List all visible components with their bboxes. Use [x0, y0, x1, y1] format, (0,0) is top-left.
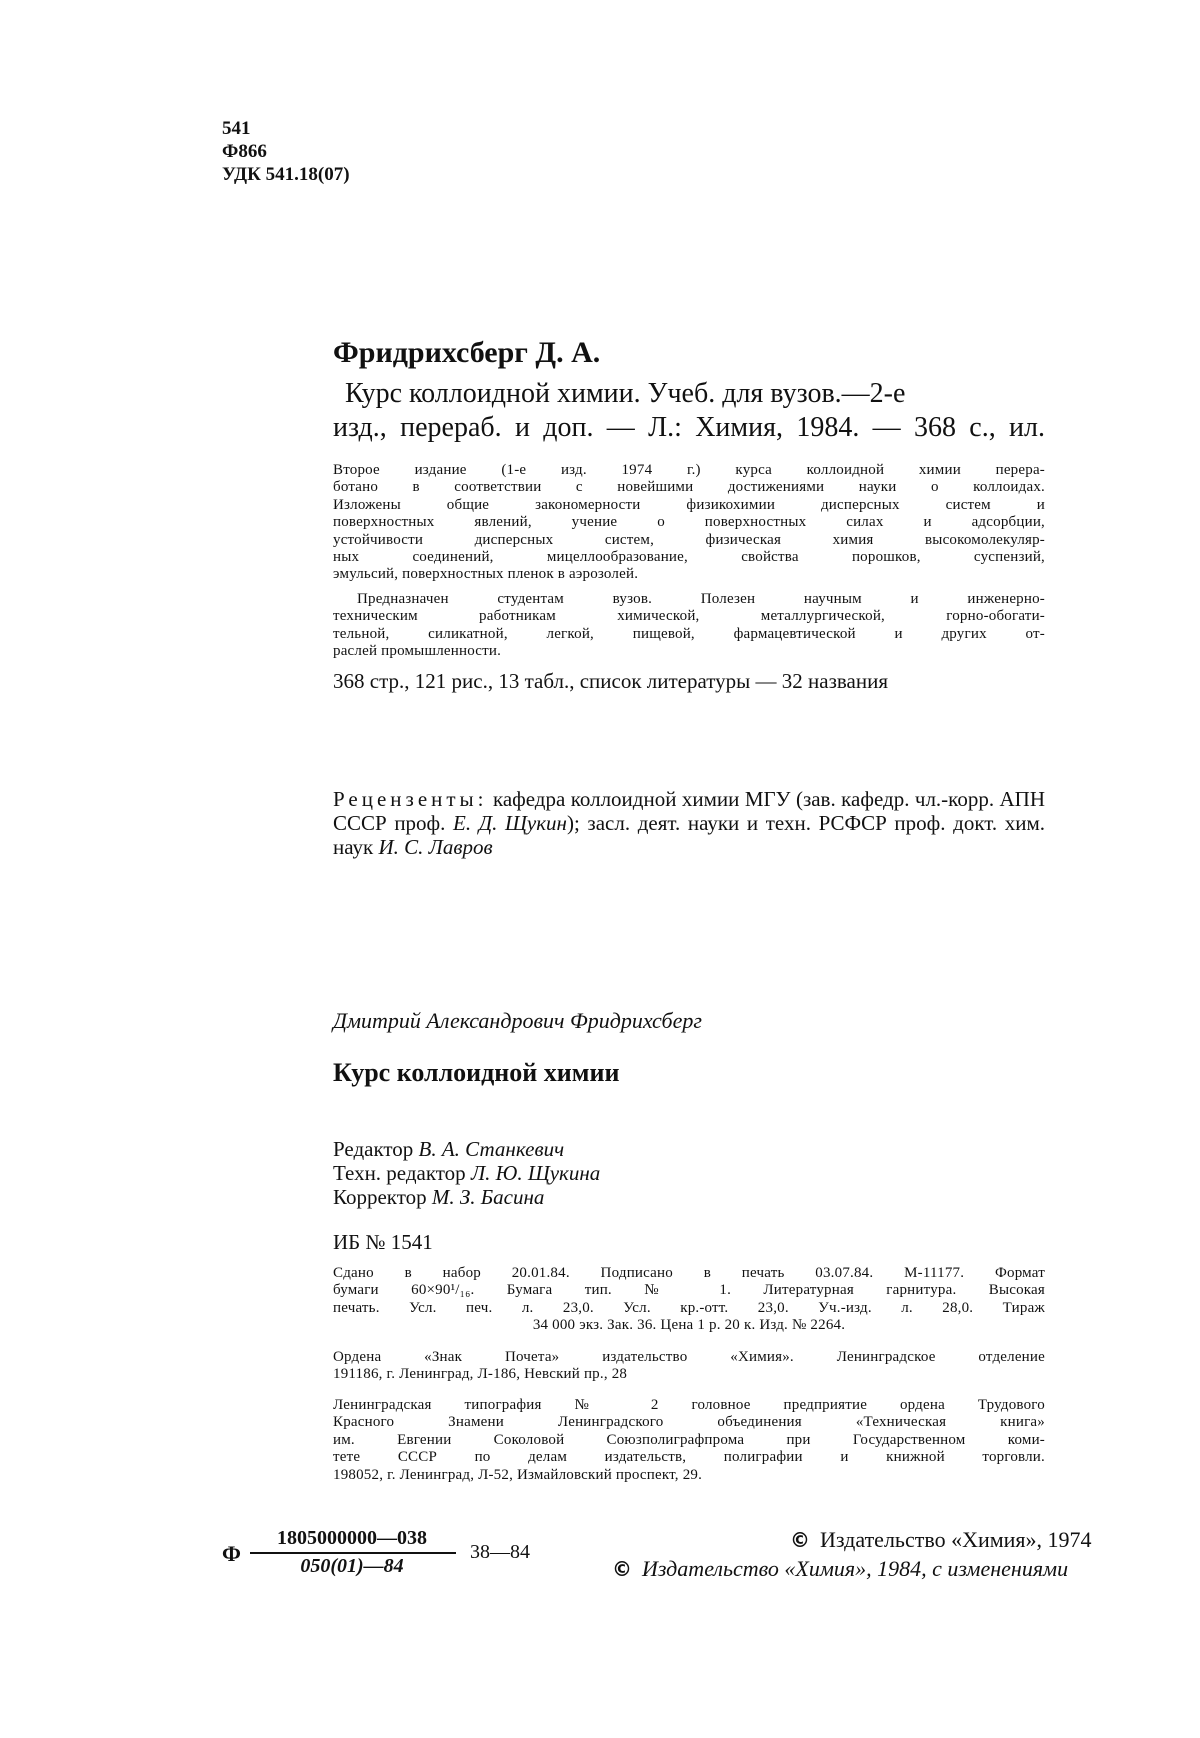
audience-line: техническим работникам химической, металлургической, горно-обогати-: [333, 608, 1045, 625]
print-line: печать. Усл. печ. л. 23,0. Усл. кр.-отт. 23,0. Уч.-изд. л. 28,0. Тираж: [333, 1299, 1045, 1316]
book-stats: 368 стр., 121 рис., 13 табл., список литературы — 32 названия: [333, 669, 888, 693]
credit-name: Л. Ю. Щукина: [470, 1161, 601, 1185]
audience-line: раслей промышленности.: [333, 643, 502, 660]
reviewers-text: кафедра коллоидной химии МГУ (зав. кафедр. чл.-корр. АПН СССР проф.: [333, 787, 1045, 835]
ib-number: ИБ № 1541: [333, 1230, 433, 1254]
catalog-index: [222, 1527, 552, 1583]
index-prefix: Ф: [222, 1541, 241, 1566]
author-mark: Ф866: [222, 141, 267, 162]
annotation-paragraph: [333, 462, 1045, 584]
credit-role: Редактор: [333, 1137, 414, 1161]
printer-line: Ленинградская типография № 2 головное предприятие ордена Трудового: [333, 1397, 1045, 1413]
print-line: Сдано в набор 20.01.84. Подписано в печать 03.07.84. М-11177. Формат: [333, 1265, 1045, 1281]
audience-line: тельной, силикатной, легкой, пищевой, фармацевтической и других от-: [333, 625, 1045, 642]
publisher-line: 191186, г. Ленинград, Л-186, Невский пр., 28: [333, 1366, 628, 1383]
copyright-text: Издательство «Химия», 1974: [820, 1527, 1092, 1552]
credit-row: [333, 1161, 600, 1185]
title-line-2: изд., перераб. и доп. — Л.: Химия, 1984. — 368 с., ил.: [333, 412, 1045, 443]
title-line-1: Курс коллоидной химии. Учеб. для вузов.—2-е: [345, 378, 906, 409]
credit-role: Корректор: [333, 1185, 427, 1209]
book-title: Курс коллоидной химии: [333, 1058, 620, 1087]
reviewer-name: И. С. Лавров: [378, 835, 493, 859]
copyright-line-2: [612, 1556, 1068, 1582]
audience-paragraph: [333, 591, 1045, 661]
credit-name: В. А. Станкевич: [418, 1137, 565, 1161]
print-info: [333, 1265, 1045, 1335]
annotation-line: поверхностных явлений, учение о поверхностных силах и адсорбции,: [333, 514, 1045, 531]
udk-code: УДК 541.18(07): [222, 164, 350, 185]
copyright-icon: ©: [790, 1528, 810, 1552]
reviewers-text: ); засл. деят. науки и техн. РСФСР проф. докт. хим. наук: [333, 811, 1045, 859]
publisher-info: [333, 1349, 1045, 1384]
annotation-line: устойчивости дисперсных систем, физическая химия высокомолекуляр-: [333, 531, 1045, 548]
index-denominator: 050(01)—84: [300, 1555, 404, 1577]
bbk-code: 541: [222, 118, 251, 139]
credit-row: [333, 1137, 600, 1161]
print-line: бумаги 60×90¹/₁₆. Бумага тип. № 1. Литературная гарнитура. Высокая: [333, 1282, 1045, 1299]
copyright-line-1: [790, 1527, 1092, 1553]
fraction-line: [250, 1552, 456, 1554]
copyright-icon: ©: [612, 1557, 632, 1581]
annotation-line: Изложены общие закономерности физикохимии дисперсных систем и: [333, 496, 1045, 513]
publisher-line: Ордена «Знак Почета» издательство «Химия». Ленинградское отделение: [333, 1349, 1045, 1365]
printer-line: тете СССР по делам издательств, полиграфии и книжной торговли.: [333, 1449, 1045, 1466]
annotation-line: ботано в соответствии с новейшими достижениями науки о коллоидах.: [333, 479, 1045, 496]
copyright-text: Издательство «Химия», 1984, с изменениями: [642, 1556, 1069, 1581]
audience-line: Предназначен студентам вузов. Полезен научным и инженерно-: [357, 591, 1045, 607]
index-suffix: 38—84: [470, 1541, 530, 1563]
printer-info: [333, 1397, 1045, 1484]
credit-name: М. З. Басина: [431, 1185, 545, 1209]
printer-line: им. Евгении Соколовой Союзполиграфпрома при Государственном коми-: [333, 1431, 1045, 1448]
credits-block: [333, 1137, 600, 1209]
author-heading: Фридрихсберг Д. А.: [333, 336, 601, 369]
reviewers-block: [333, 787, 1045, 859]
reviewer-name: Е. Д. Щукин: [453, 811, 567, 835]
credit-role: Техн. редактор: [333, 1161, 466, 1185]
credit-row: [333, 1185, 600, 1209]
printer-line: Красного Знамени Ленинградского объединения «Техническая книга»: [333, 1414, 1045, 1431]
reviewers-label: Рецензенты:: [333, 787, 488, 811]
author-full-name: Дмитрий Александрович Фридрихсберг: [333, 1008, 702, 1033]
annotation-line: ных соединений, мицеллообразование, свойства порошков, суспензий,: [333, 549, 1045, 566]
printer-line: 198052, г. Ленинград, Л-52, Измайловский проспект, 29.: [333, 1466, 703, 1483]
print-line: 34 000 экз. Зак. 36. Цена 1 р. 20 к. Изд. № 2264.: [532, 1317, 846, 1334]
annotation-line: Второе издание (1-е изд. 1974 г.) курса коллоидной химии перера-: [333, 462, 1045, 478]
index-numerator: 1805000000—038: [277, 1527, 427, 1549]
annotation-line: эмульсий, поверхностных пленок в аэрозолей.: [333, 566, 639, 583]
classification-codes: [222, 117, 350, 186]
